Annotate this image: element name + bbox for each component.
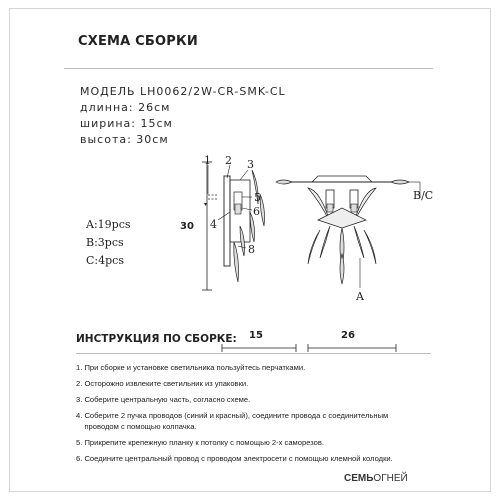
callout-8: 8 — [248, 243, 255, 256]
brand-bold: СЕМЬ — [344, 473, 374, 484]
spec-width: ширина: 15см — [80, 117, 173, 130]
pieces-a: A:19pcs — [86, 218, 131, 231]
callout-4: 4 — [210, 218, 217, 231]
spec-model: МОДЕЛЬ LH0062/2W-CR-SMK-CL — [80, 85, 286, 98]
instruction-step: 6. Соедините центральный провод с проводом электросети с помощью клемной колодки. — [76, 454, 393, 463]
front-view — [276, 176, 409, 284]
spec-length: длинна: 26см — [80, 101, 171, 114]
callout-2: 2 — [225, 154, 232, 167]
svg-text:▾: ▾ — [204, 201, 208, 208]
side-backplate — [224, 176, 230, 266]
brand-light: ОГНЕЙ — [373, 473, 408, 484]
page-title: СХЕМА СБОРКИ — [78, 34, 198, 49]
callout-5: 5 — [254, 191, 261, 204]
title-divider — [64, 68, 433, 69]
instruction-step: 1. При сборке и установке светильника пользуйтесь перчатками. — [76, 363, 306, 372]
spec-height: высота: 30см — [80, 133, 169, 146]
instruction-step: 5. Прикрепите крепежную планку к потолку с помощью 2-х саморезов. — [76, 438, 325, 447]
callout-3: 3 — [247, 158, 254, 171]
instruction-step-continued: проводом с помощью колпачка. — [76, 422, 197, 431]
instruction-step: 4. Соберите 2 пучка проводов (синий и красный), соедините провода с соединительным — [76, 411, 389, 420]
height-dim-label: 30 — [180, 221, 194, 232]
pieces-b: B:3pcs — [86, 236, 124, 249]
label-a: A — [356, 290, 364, 303]
width-dim-line — [306, 344, 400, 352]
depth-dim-label: 15 — [249, 330, 263, 341]
instructions-title: ИНСТРУКЦИЯ ПО СБОРКЕ: — [76, 333, 237, 345]
callout-1: 1 — [204, 154, 211, 167]
instructions-divider — [76, 353, 431, 354]
depth-dim-line — [220, 344, 300, 352]
assembly-drawing — [180, 150, 450, 310]
pieces-c: C:4pcs — [86, 254, 124, 267]
callout-6: 6 — [253, 205, 260, 218]
instruction-step: 3. Соберите центральную часть, согласно схеме. — [76, 395, 251, 404]
width-dim-label: 26 — [341, 330, 355, 341]
brand-logo — [344, 473, 408, 484]
instruction-step: 2. Осторожно извлеките светильник из упаковки. — [76, 379, 249, 388]
label-bc: B/C — [413, 189, 434, 202]
